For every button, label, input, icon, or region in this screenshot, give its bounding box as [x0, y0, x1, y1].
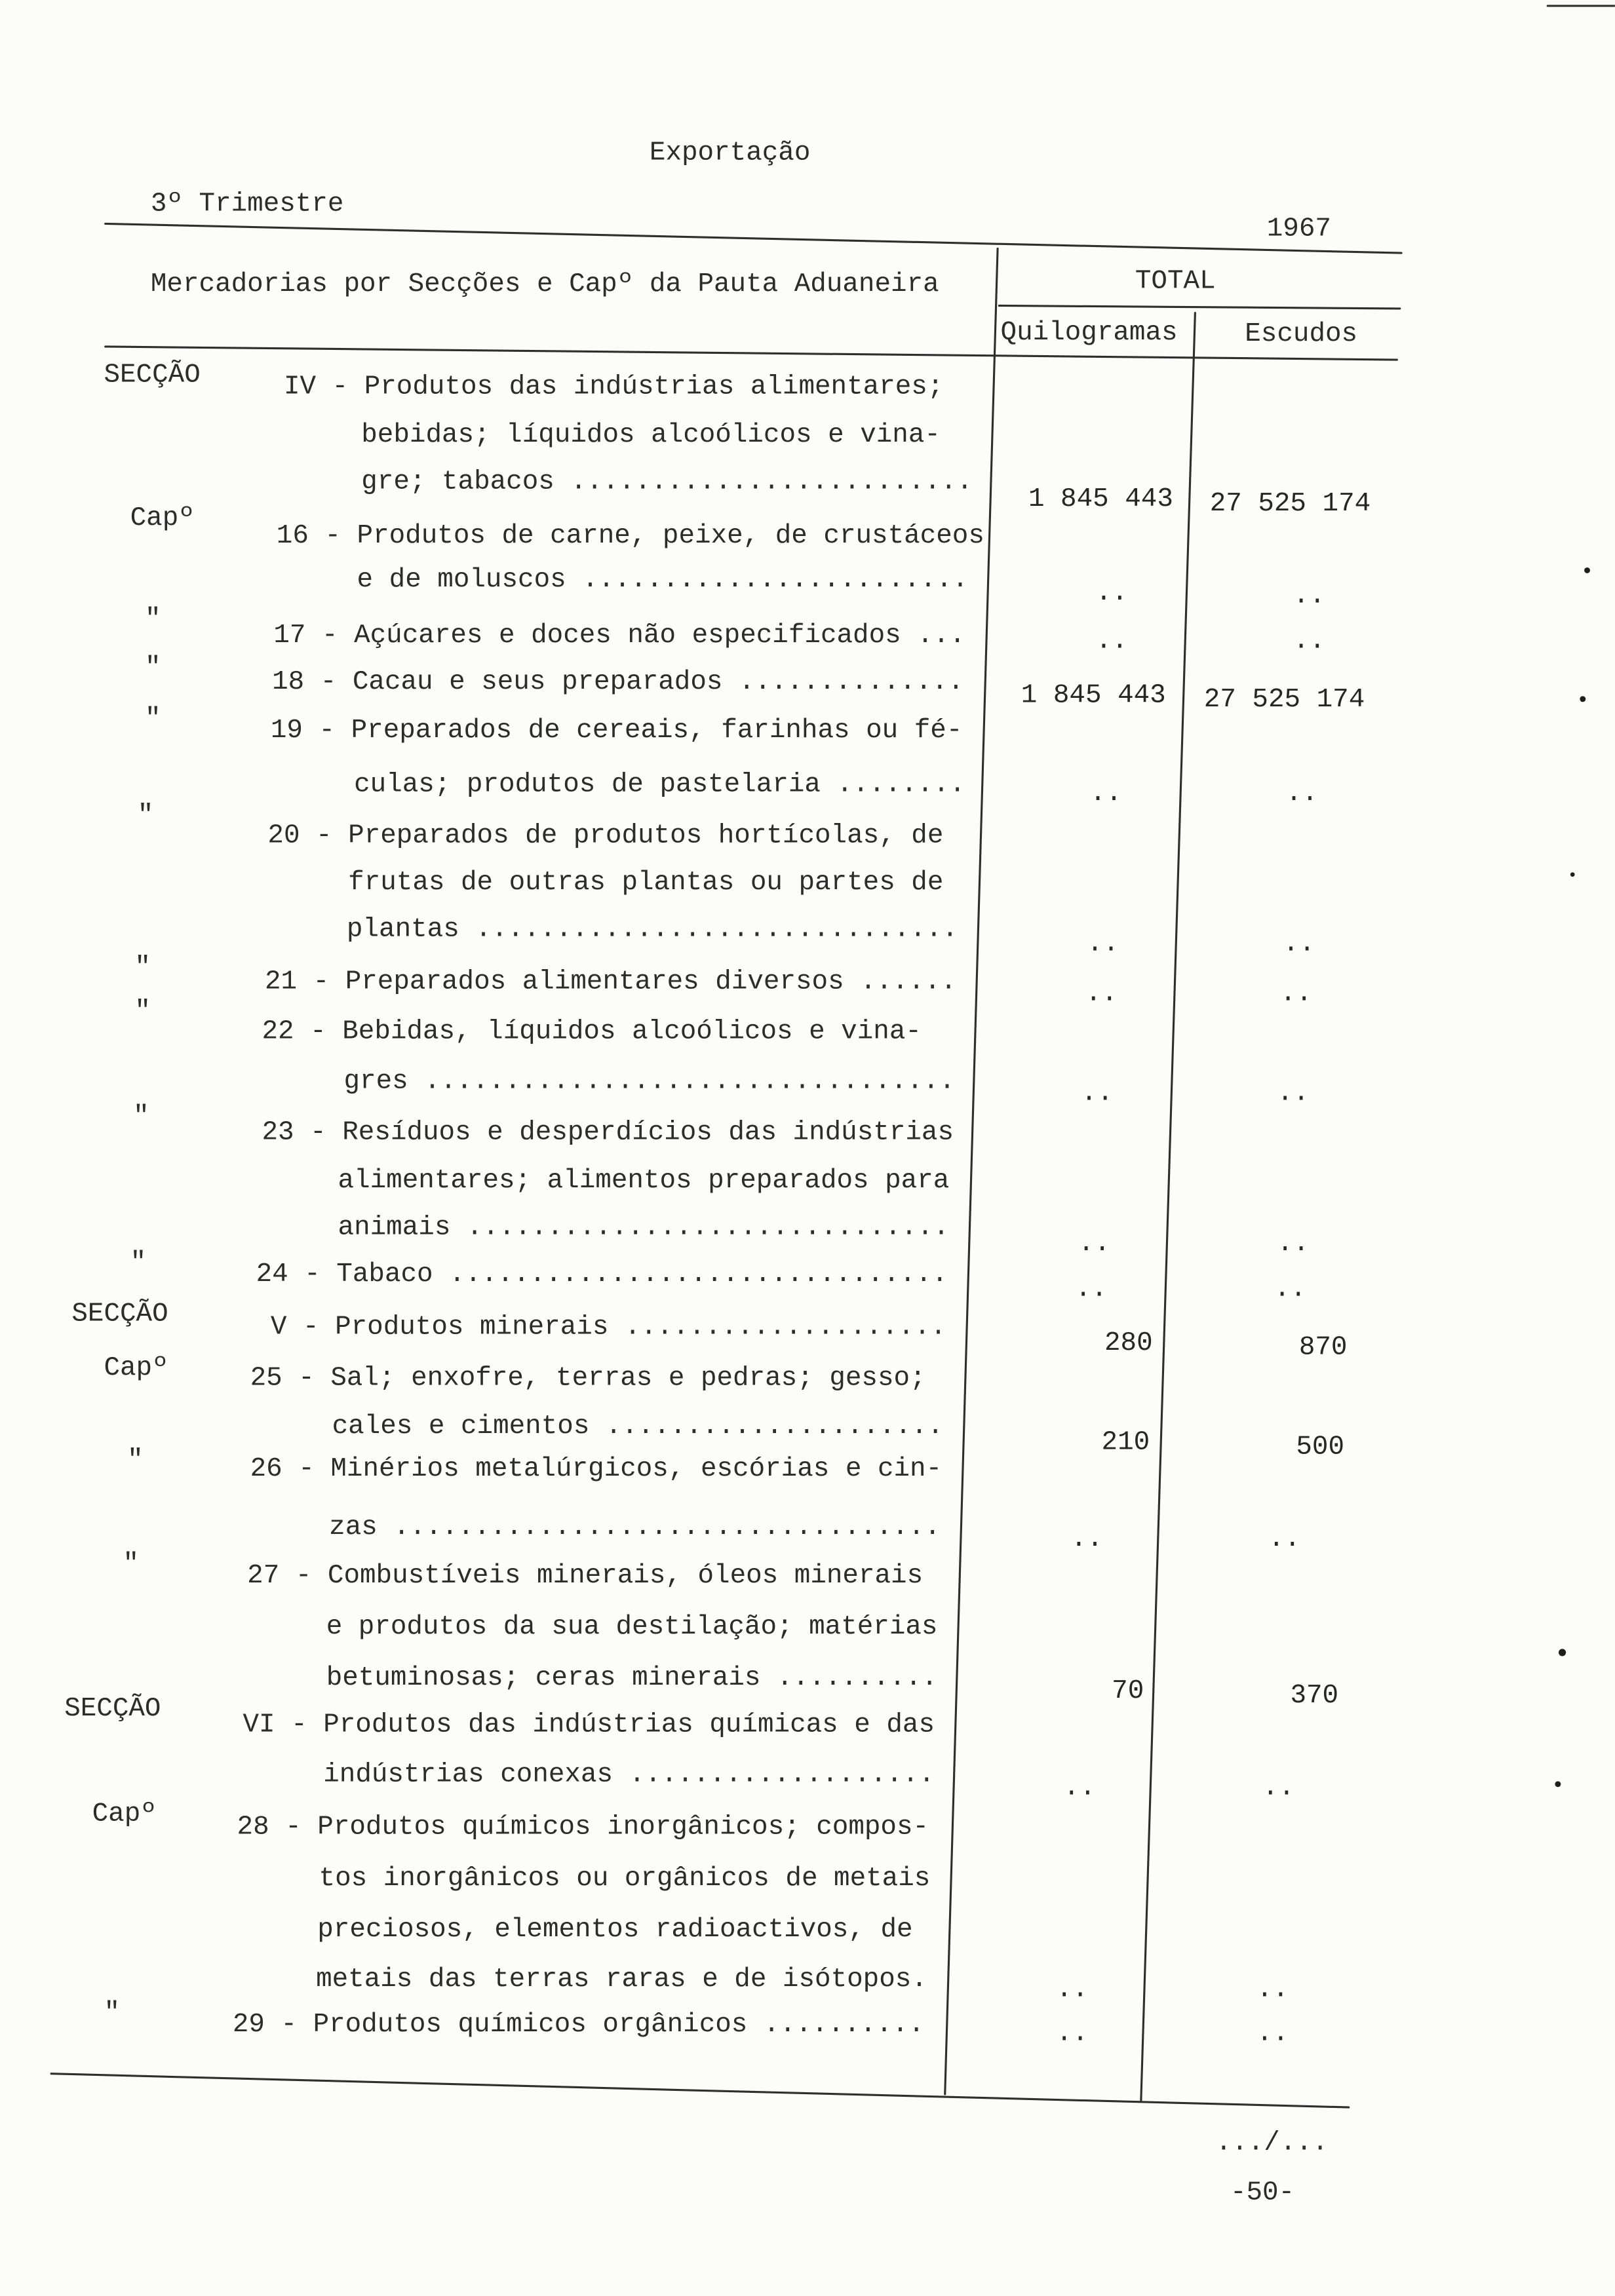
- row-label: Capº: [104, 1352, 168, 1384]
- description-line: e produtos da sua destilação; matérias: [326, 1611, 938, 1643]
- kg-value: ..: [1056, 2018, 1089, 2049]
- escudos-value: 27 525 174: [1203, 684, 1365, 716]
- description-line: 22 - Bebidas, líquidos alcoólicos e vina-: [262, 1016, 922, 1047]
- bottom-rule: [51, 2074, 1349, 2107]
- vertical-rule-columns: [1141, 313, 1196, 2101]
- escudos-value: 370: [1290, 1680, 1339, 1712]
- kg-value: 70: [1112, 1675, 1144, 1707]
- escudos-value: ..: [1262, 1772, 1295, 1803]
- description-line: 18 - Cacau e seus preparados ..............: [272, 666, 964, 698]
- kg-value: ..: [1081, 1077, 1114, 1109]
- escudos-value: ..: [1285, 778, 1318, 809]
- row-label: ": [133, 1101, 149, 1132]
- description-line: indústrias conexas ...................: [323, 1759, 935, 1790]
- escudos-value: ..: [1293, 581, 1326, 611]
- escudos-value: ..: [1293, 626, 1326, 657]
- scan-speck: [1559, 1649, 1566, 1656]
- row-label: ": [123, 1548, 140, 1580]
- row-label: ": [144, 703, 161, 735]
- description-line: zas ..................................: [329, 1512, 941, 1543]
- description-line: 28 - Produtos químicos inorgânicos; compos-: [237, 1812, 929, 1843]
- row-label: SECÇÃO: [71, 1298, 168, 1330]
- description-line: 23 - Resíduos e desperdícios das indústrias: [262, 1117, 954, 1148]
- row-label: ": [134, 951, 151, 983]
- table-header-description: Mercadorias por Secções e Capº da Pauta Aduaneira: [150, 269, 939, 300]
- row-label: SECÇÃO: [64, 1693, 161, 1725]
- scan-speck: [1555, 1781, 1561, 1787]
- escudos-value: 27 525 174: [1209, 488, 1371, 520]
- escudos-value: 500: [1296, 1431, 1345, 1463]
- escudos-value: ..: [1283, 928, 1315, 960]
- kg-value: ..: [1063, 1772, 1096, 1803]
- description-line: tos inorgânicos ou orgânicos de metais: [319, 1863, 931, 1894]
- column-header-escudos: Escudos: [1245, 318, 1358, 350]
- description-line: e de moluscos ........................: [357, 564, 969, 596]
- description-line: animais ..............................: [338, 1212, 950, 1244]
- description-line: gre; tabacos .........................: [361, 466, 973, 497]
- kg-value: ..: [1095, 577, 1128, 609]
- description-line: IV - Produtos das indústrias alimentares;: [283, 371, 944, 402]
- row-label: Capº: [130, 503, 195, 534]
- kg-value: ..: [1075, 1273, 1108, 1305]
- row-label: ": [130, 1247, 147, 1278]
- description-line: 25 - Sal; enxofre, terras e pedras; gesso;: [250, 1363, 926, 1394]
- description-line: frutas de outras plantas ou partes de: [348, 867, 944, 898]
- description-line: 16 - Produtos de carne, peixe, de crustáceos: [276, 520, 984, 552]
- scan-speck: [1580, 696, 1586, 702]
- description-line: 21 - Preparados alimentares diversos ......: [264, 966, 957, 998]
- kg-value: ..: [1089, 778, 1122, 809]
- top-rule: [106, 223, 1401, 253]
- kg-value: ..: [1056, 1974, 1089, 2005]
- year-label: 1967: [1266, 213, 1331, 244]
- description-line: V - Produtos minerais ....................: [270, 1311, 946, 1343]
- scan-speck: [1570, 872, 1575, 877]
- description-line: plantas ..............................: [346, 913, 958, 945]
- kg-value: ..: [1070, 1523, 1103, 1555]
- escudos-value: ..: [1256, 1974, 1289, 2005]
- column-header-kg: Quilogramas: [1000, 317, 1178, 349]
- scan-speck: [1584, 567, 1590, 573]
- page-number: -50-: [1230, 2177, 1295, 2209]
- description-line: 17 - Açúcares e doces não especificados ...: [273, 620, 965, 651]
- escudos-value: ..: [1256, 2018, 1289, 2049]
- escudos-value: ..: [1277, 1228, 1310, 1259]
- kg-value: 210: [1101, 1427, 1150, 1459]
- kg-value: 280: [1104, 1328, 1153, 1359]
- description-line: alimentares; alimentos preparados para: [338, 1165, 950, 1196]
- row-label: ": [104, 1997, 121, 2029]
- row-label: ": [134, 995, 151, 1027]
- escudos-value: ..: [1274, 1273, 1306, 1305]
- row-label: ": [144, 603, 161, 635]
- total-underline: [999, 305, 1400, 308]
- kg-value: ..: [1087, 928, 1119, 960]
- description-line: 24 - Tabaco ...............................: [256, 1259, 948, 1290]
- row-label: ": [137, 799, 154, 831]
- row-label: ": [144, 652, 161, 683]
- description-line: gres .................................: [343, 1065, 956, 1097]
- description-line: culas; produtos de pastelaria ........: [354, 769, 965, 800]
- kg-value: 1 845 443: [1021, 679, 1166, 711]
- kg-value: ..: [1085, 978, 1118, 1009]
- period-label: 3º Trimestre: [150, 188, 344, 220]
- description-line: metais das terras raras e de isótopos.: [316, 1964, 927, 1995]
- row-label: ": [127, 1445, 144, 1476]
- escudos-value: ..: [1268, 1523, 1301, 1555]
- description-line: VI - Produtos das indústrias químicas e das: [243, 1709, 935, 1740]
- escudos-value: ..: [1279, 978, 1312, 1009]
- escudos-value: 870: [1298, 1332, 1348, 1364]
- description-line: betuminosas; ceras minerais ..........: [326, 1662, 938, 1694]
- description-line: 26 - Minérios metalúrgicos, escórias e cin-: [250, 1453, 943, 1485]
- description-line: 19 - Preparados de cereais, farinhas ou fé-: [270, 715, 963, 746]
- description-line: 29 - Produtos químicos orgânicos ..........: [232, 2009, 925, 2040]
- description-line: bebidas; líquidos alcoólicos e vina-: [361, 419, 941, 451]
- continuation-mark: .../...: [1215, 2128, 1329, 2159]
- kg-value: ..: [1095, 626, 1128, 657]
- description-line: 27 - Combustíveis minerais, óleos minerais: [247, 1560, 924, 1592]
- header-separator: [106, 347, 1397, 360]
- description-line: preciosos, elementos radioactivos, de: [317, 1914, 913, 1945]
- escudos-value: ..: [1277, 1077, 1310, 1109]
- row-label: Capº: [92, 1799, 157, 1829]
- description-line: cales e cimentos .....................: [332, 1411, 944, 1442]
- total-header: TOTAL: [1135, 266, 1216, 297]
- row-label: SECÇÃO: [104, 360, 201, 391]
- kg-value: 1 845 443: [1028, 484, 1173, 515]
- page-title: Exportação: [649, 137, 811, 168]
- description-line: 20 - Preparados de produtos hortícolas, de: [267, 820, 944, 851]
- kg-value: ..: [1078, 1228, 1110, 1259]
